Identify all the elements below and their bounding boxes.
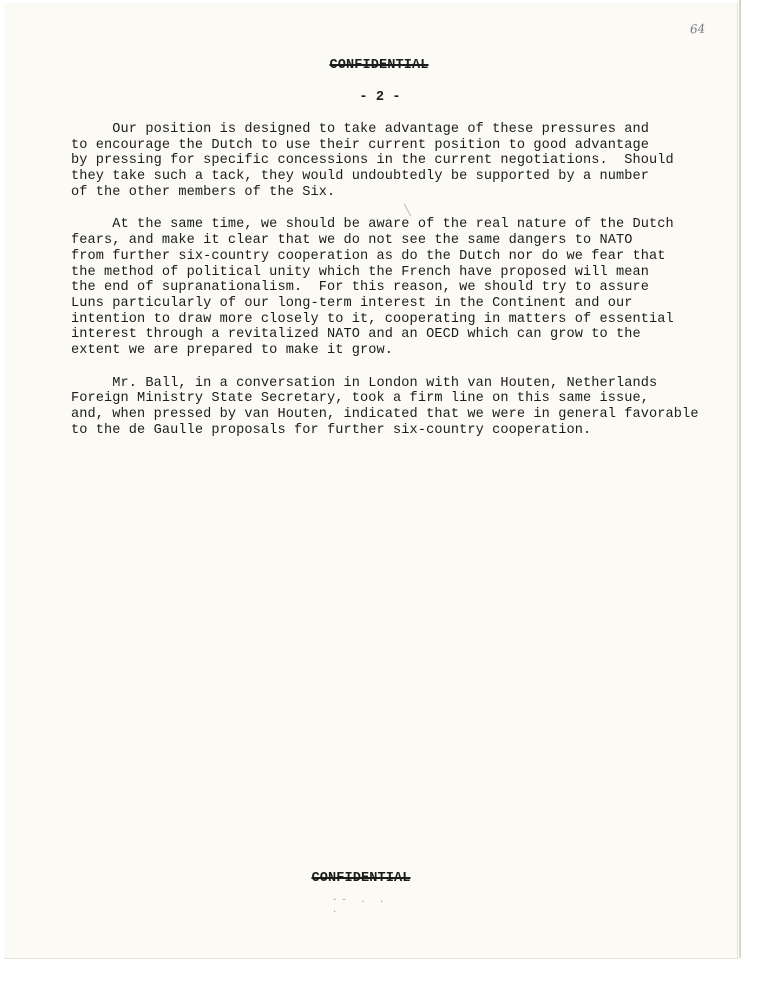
paragraph-2 [71,217,674,358]
text-line: At the same time, we should be aware of the real nature of the Dutch [71,217,674,233]
text-line: Our position is designed to take advantage of these pressures and [71,122,650,137]
text-line: interest through a revitalized NATO and an OECD which can grow to the [71,327,641,343]
memo-body [71,122,699,455]
text-line: Mr. Ball, in a conversation in London with van Houten, Netherlands [71,375,658,391]
paragraph-3 [71,375,699,439]
text-line: to encourage the Dutch to use their current position to good advantage [71,137,650,153]
text-line: extent we are prepared to make it grow. [71,342,394,358]
text-line: Luns particularly of our long-term interest in the Continent and our [71,295,633,311]
text-line: the end of supranationalism. For this reason, we should try to assure [71,280,650,296]
text-line: of the other members of the Six. [71,184,336,200]
text-line: by pressing for specific concessions in the current negotiations. Should [71,153,674,169]
text-line: fears, and make it clear that we do not see the same dangers to NATO [71,233,633,249]
text-line: they take such a tack, they would undoubtedly be supported by a number [71,169,650,185]
page-number: - 2 - [359,90,401,105]
text-line: the method of political unity which the French have proposed will mean [71,264,650,280]
paragraph-1 [71,122,674,200]
text-line: to the de Gaulle proposals for further six-country cooperation. [71,422,592,438]
handwritten-folio-number: 64 [689,21,706,37]
footer-faint-marks [332,895,394,899]
scan-margin [739,0,771,1000]
text-line: and, when pressed by van Houten, indicated that we were in general favorable [71,407,699,422]
paper-edge [739,0,741,958]
text-line: from further six-country cooperation as do the Dutch nor do we fear that [71,248,666,264]
footer-classification-marking: CONFIDENTIAL [311,871,411,886]
text-line: Foreign Ministry State Secretary, took a firm line on this same issue, [71,391,650,407]
text-line: intention to draw more closely to it, cooperating in matters of essential [71,311,674,327]
header-classification-marking: CONFIDENTIAL [329,58,429,73]
